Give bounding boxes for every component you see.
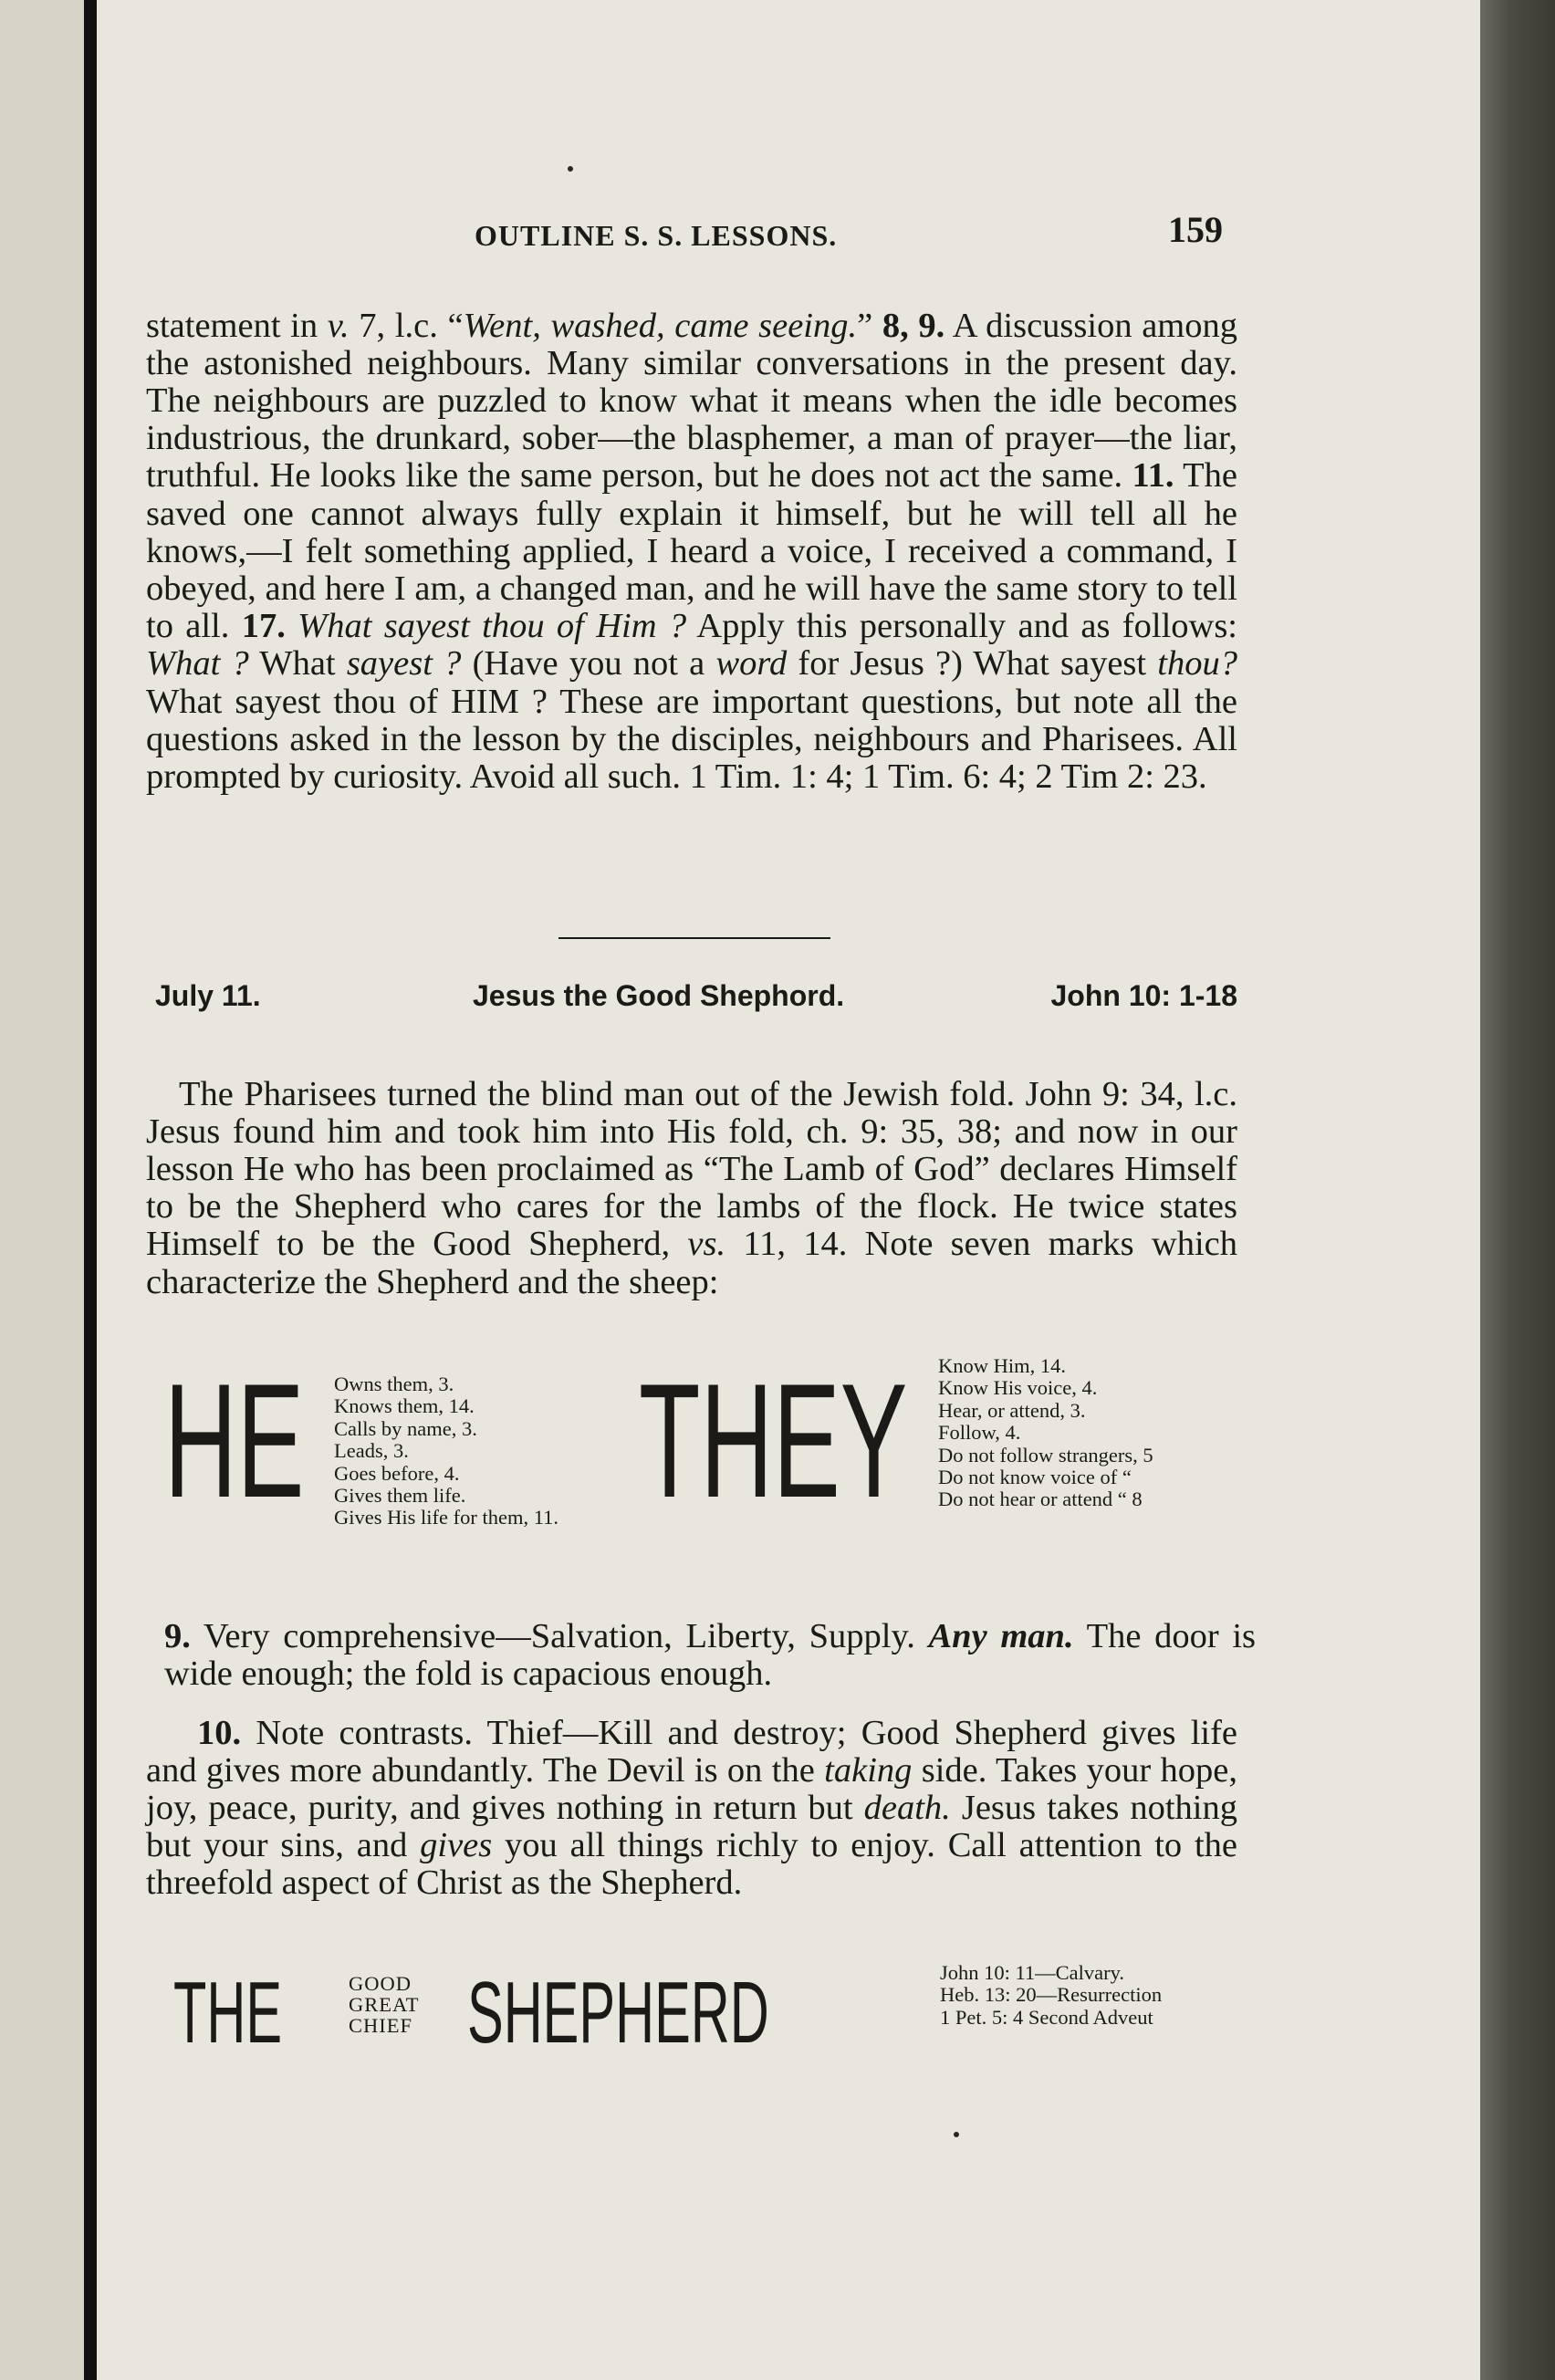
- paragraph-2: The Pharisees turned the blind man out of the Jewish fold. John 9: 34, l.c. Jesus found him and took him into His fold, ch. 9: 35, 38; and now in our lesson He who has been proclaimed as “The Lamb of God” declares Himself to be the Shepherd who cares for the lambs of the flock. He twice states Himself to be the Good Shepherd, vs. 11, 14. Note seven marks which characterize the Shepherd and the sheep:: [146, 1074, 1237, 1301]
- list-item: Follow, 4.: [938, 1421, 1021, 1445]
- he-list: [334, 1373, 558, 1529]
- list-item: Gives His life for them, 11.: [334, 1506, 558, 1529]
- ink-speck: [954, 2132, 959, 2137]
- lesson-reference: John 10: 1-18: [1050, 979, 1237, 1012]
- list-item: Leads, 3.: [334, 1439, 409, 1463]
- list-item: Do not hear or attend “ 8: [938, 1488, 1143, 1511]
- list-item: Calls by name, 3.: [334, 1416, 477, 1440]
- title-chief: CHIEF: [349, 2014, 413, 2037]
- lesson-heading: [146, 979, 1237, 1023]
- list-item: Hear, or attend, 3.: [938, 1398, 1086, 1422]
- lesson-title: Jesus the Good Shephord.: [473, 979, 845, 1012]
- title-great: GREAT: [349, 1993, 420, 2016]
- the-heading: THE: [173, 1964, 283, 2062]
- they-heading: THEY: [639, 1350, 908, 1531]
- list-item: Knows them, 14.: [334, 1394, 475, 1418]
- lesson-date: July 11.: [155, 979, 261, 1012]
- book-gutter: [84, 0, 97, 2380]
- reference-line: 1 Pet. 5: 4 Second Adveut: [940, 2005, 1153, 2029]
- section-divider: [558, 937, 830, 939]
- running-head: OUTLINE S. S. LESSONS.: [475, 219, 838, 252]
- page-number: 159: [1168, 209, 1223, 250]
- shepherd-heading: SHEPHERD: [467, 1964, 769, 2062]
- paragraph-1: statement in v. 7, l.c. “Went, washed, came seeing.” 8, 9. A discussion among the astonished neighbours. Many similar conversations in the present day. The neighbours are puzzled to know what it means when the idle becomes industrious, the drunkard, sober—the blasphemer, a man of prayer—the liar, truthful. He looks like the same person, but he does not act the same. 11. The saved one cannot always fully explain it himself, but he will tell all he knows,—I felt something applied, I heard a voice, I received a command, I obeyed, and here I am, a changed man, and he will have the same story to tell to all. 17. What sayest thou of Him ? Apply this personally and as follows: What ? What sayest ? (Have you not a word for Jesus ?) What sayest thou? What sayest thou of HIM ? These are important questions, but note all the questions asked in the lesson by the disciples, neighbours and Pharisees. All prompted by curiosity. Avoid all such. 1 Tim. 1: 4; 1 Tim. 6: 4; 2 Tim 2: 23.: [146, 306, 1238, 796]
- paragraph-4: 10. Note contrasts. Thief—Kill and destroy; Good Shepherd gives life and gives more abundantly. The Devil is on the taking side. Takes your hope, joy, peace, purity, and gives nothing in return but death. Jesus takes nothing but your sins, and gives you all things richly to enjoy. Call attention to the threefold aspect of Christ as the Shepherd.: [146, 1713, 1237, 1903]
- book-cover-edge: [1480, 0, 1555, 2380]
- page-header: [475, 208, 1223, 263]
- list-item: Gives them life.: [334, 1484, 466, 1508]
- ink-speck: [568, 166, 573, 172]
- paragraph-3: 9. Very comprehensive—Salvation, Liberty, Supply. Any man. The door is wide enough; the fold is capacious enough.: [164, 1616, 1257, 1693]
- list-item: Goes before, 4.: [334, 1461, 460, 1485]
- list-item: Know His voice, 4.: [938, 1376, 1098, 1400]
- left-page-edge: [0, 0, 91, 2380]
- reference-line: Heb. 13: 20—Resurrection: [940, 1983, 1163, 2007]
- list-item: Do not know voice of “: [938, 1466, 1132, 1489]
- list-item: Know Him, 14.: [938, 1354, 1066, 1377]
- they-list: [938, 1355, 1153, 1511]
- he-heading: HE: [164, 1350, 305, 1531]
- shepherd-references: [940, 1962, 1162, 2029]
- list-item: Owns them, 3.: [334, 1373, 454, 1395]
- reference-line: John 10: 11—Calvary.: [940, 1961, 1125, 1984]
- shepherd-titles: [349, 1973, 420, 2036]
- title-good: GOOD: [349, 1972, 412, 1995]
- list-item: Do not follow strangers, 5: [938, 1443, 1153, 1467]
